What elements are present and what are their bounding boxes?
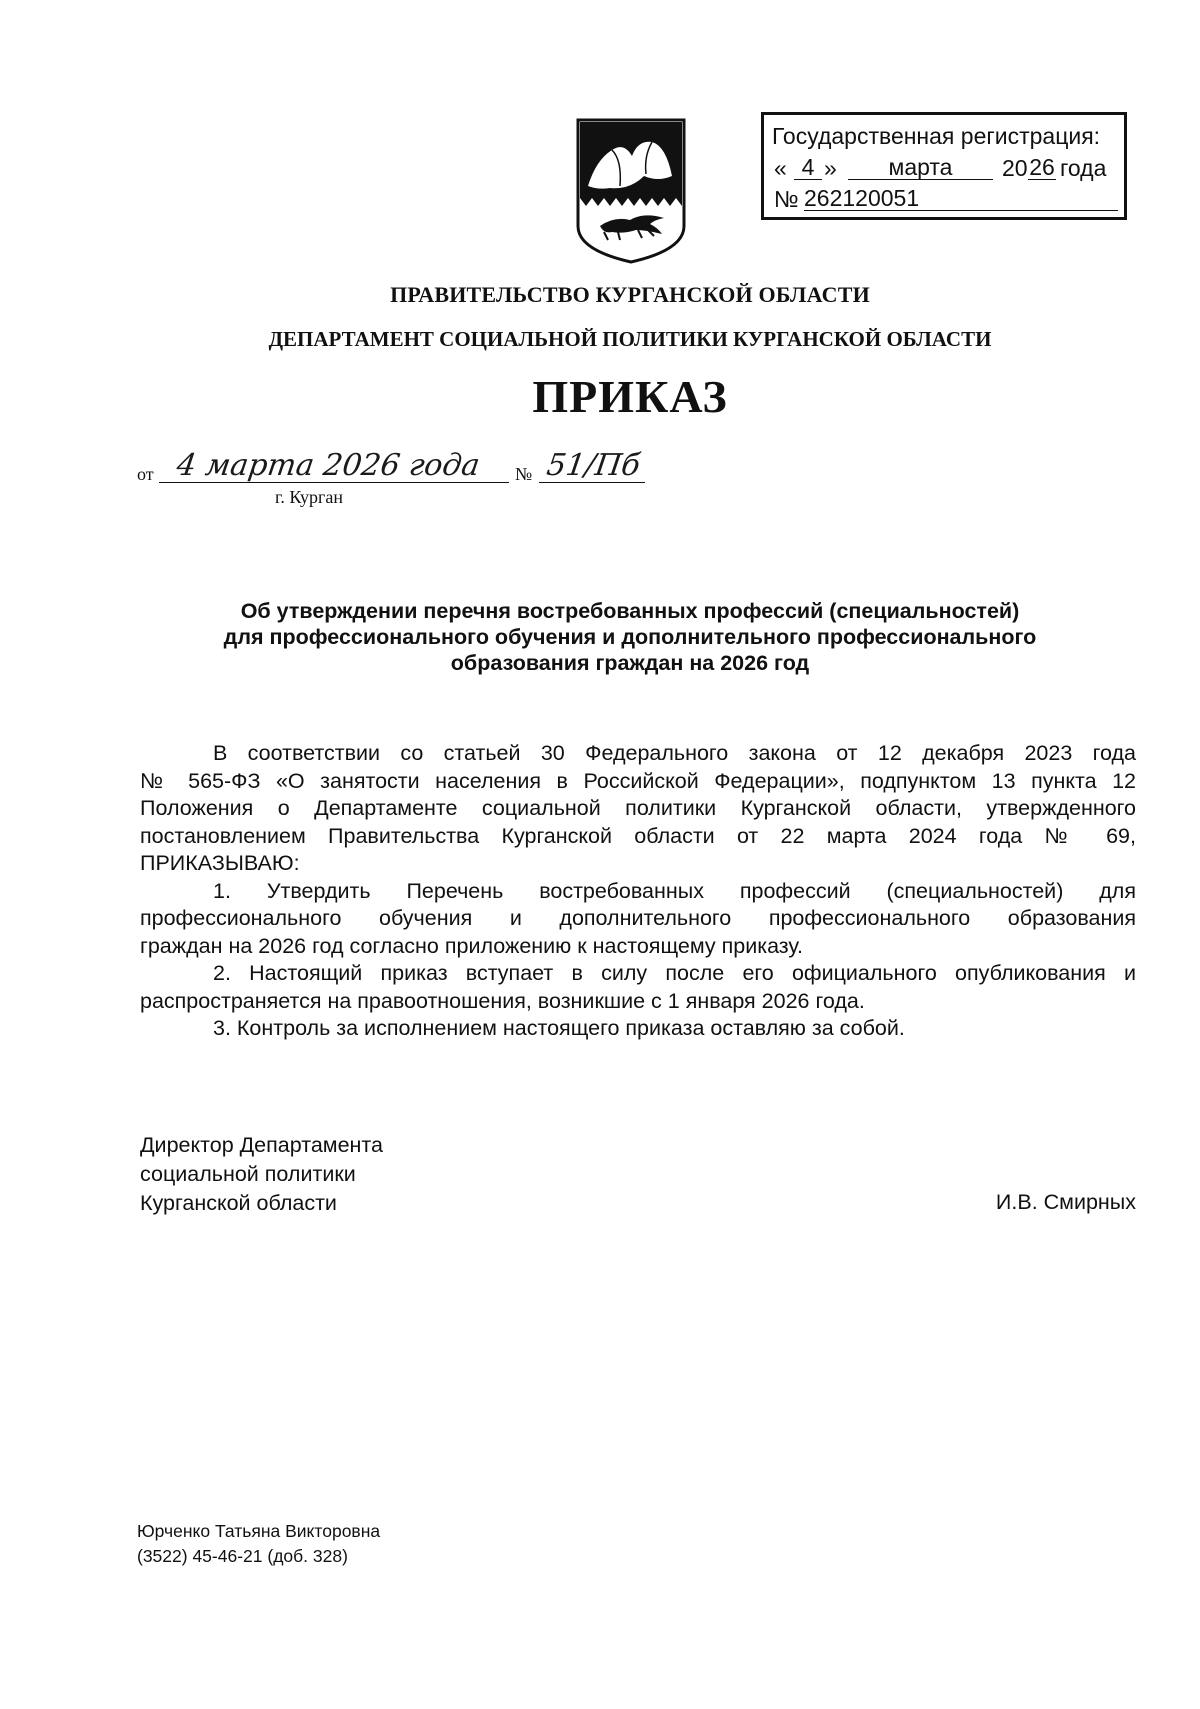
city-label: г. Курган [275, 487, 344, 507]
body-line: Положения о Департаменте социальной политики Курганской области, утвержденного [140, 796, 1136, 820]
executor-name: Юрченко Татьяна Викторовна [137, 1521, 381, 1541]
registration-date [772, 155, 1120, 185]
item-1-line: граждан на 2026 год согласно приложению к настоящему приказу. [140, 933, 803, 958]
signatory-position-line: Директор Департамента [140, 1133, 383, 1157]
registration-year-word: года [1060, 155, 1107, 181]
registration-stamp [761, 112, 1127, 220]
executor-phone: (3522) 45-46-21 (доб. 328) [137, 1546, 348, 1566]
executor-info [137, 1519, 380, 1569]
date-label: от [137, 464, 154, 484]
order-title [130, 598, 1130, 676]
signatory-position-line: социальной политики [140, 1162, 356, 1186]
registration-number-label: № [774, 186, 799, 212]
registration-title: Государственная регистрация: [772, 123, 1101, 149]
registration-year-prefix: 20 [1002, 155, 1028, 181]
registration-day-open: « [774, 155, 787, 181]
order-command: ПРИКАЗЫВАЮ: [140, 851, 300, 875]
department-heading: ДЕПАРТАМЕНТ СОЦИАЛЬНОЙ ПОЛИТИКИ КУРГАНСКОЙ ОБЛАСТИ [268, 327, 992, 351]
kurgan-coat-of-arms-icon [574, 116, 688, 264]
body-line: В соответствии со статьей 30 Федерального закона от 12 декабря 2023 года [213, 741, 1136, 765]
item-2-line: распространяется на правоотношения, возникшие с 1 января 2026 года. [140, 988, 865, 1013]
title-line: образования граждан на 2026 год [450, 651, 810, 675]
signatory-position-line: Курганской области [140, 1191, 337, 1215]
handwritten-date: 4 марта 2026 года [174, 448, 482, 483]
item-3-line: 3. Контроль за исполнением настоящего приказа оставляю за собой. [213, 1016, 905, 1040]
signatory-name: И.В. Смирных [995, 1190, 1136, 1214]
body-line: № 565-ФЗ «О занятости населения в Российской Федерации», подпунктом 13 пункта 12 [140, 768, 1136, 793]
registration-day-close: » [824, 155, 837, 181]
document-type: ПРИКАЗ [532, 371, 728, 422]
registration-year-suffix: 26 [1029, 154, 1055, 180]
item-1-line: 1. Утвердить Перечень востребованных профессий (специальностей) для [213, 878, 1136, 903]
registration-day: 4 [794, 155, 822, 180]
item-2-line: 2. Настоящий приказ вступает в силу после его официального опубликования и [213, 961, 1136, 985]
signatory-position [140, 1131, 383, 1218]
number-label: № [515, 464, 533, 484]
registration-number-row [772, 186, 1120, 216]
body-line: постановлением Правительства Курганской области от 22 марта 2024 года № 69, [140, 823, 1136, 848]
title-line: для профессионального обучения и дополнительного профессионального [223, 625, 1037, 649]
registration-number: 262120051 [804, 186, 1118, 211]
handwritten-number: 51/Пб [544, 448, 643, 483]
item-1-line: профессионального обучения и дополнительного профессионального образования [140, 906, 1136, 930]
order-date-row [137, 446, 657, 506]
order-body [140, 740, 1136, 1043]
title-line: Об утверждении перечня востребованных профессий (специальностей) [240, 599, 1020, 623]
government-heading: ПРАВИТЕЛЬСТВО КУРГАНСКОЙ ОБЛАСТИ [390, 282, 870, 307]
registration-month: марта [848, 155, 993, 180]
